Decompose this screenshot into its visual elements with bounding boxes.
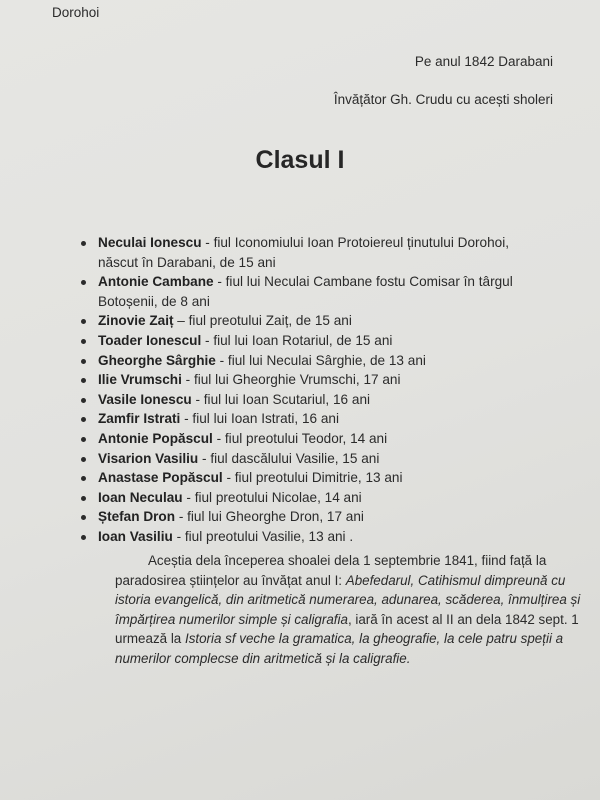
list-item [80,488,513,508]
student-name: Neculai Ionescu [98,235,202,250]
student-description: – fiul preotului Zaiț, de 15 ani [173,313,352,329]
student-description: - fiul lui Gheorghie Vrumschi, 17 ani [181,372,401,388]
paragraph-line [115,629,580,649]
list-item [80,272,513,311]
student-name: Ilie Vrumschi [98,372,182,388]
student-description: - fiul lui Neculai Cambane fostu Comisar în târgul [213,274,513,290]
student-name: Ștefan Dron [98,509,176,525]
student-description: - fiul preotului Vasilie, 13 ani . [172,528,354,544]
list-item [80,390,513,410]
italic-text: împărțirea numerilor simple și caligrafia [115,611,348,627]
paragraph-line [115,551,580,571]
italic-text: numerilor complecse din aritmetică și la caligrafie. [115,650,411,666]
italic-text: istoria evangelică, din aritmetică numerarea, adunarea, scăderea, înmulțirea și [115,592,581,608]
student-name: Antonie Popăscul [98,430,213,446]
italic-text: Abefedarul, Catihismul dimpreună cu [345,572,566,588]
text: , iară în acest al II an dela 1842 sept. 1 [347,611,579,627]
student-list [80,233,513,547]
student-description: - fiul lui Ioan Istrati, 16 ani [180,411,340,427]
student-name: Zamfir Istrati [98,411,181,427]
student-name: Toader Ionescul [98,332,202,348]
student-name: Ioan Vasiliu [98,528,173,544]
student-description: - fiul lui Gheorghe Dron, 17 ani [175,509,364,525]
paragraph-line [115,571,580,591]
student-name: Ioan Neculau [98,489,183,505]
text: paradosirea științelor au învățat anul I: [115,572,346,588]
list-item [80,429,513,449]
header-town: Dorohoi [52,5,100,20]
header-teacher: Învățător Gh. Crudu cu acești sholeri [333,92,553,107]
student-description: - fiul preotului Nicolae, 14 ani [182,489,362,505]
list-item [80,468,513,488]
student-name: Antonie Cambane [98,274,214,290]
document-title: Clasul I [255,146,345,174]
list-item [80,370,513,390]
list-item [80,409,513,429]
list-item [80,527,513,547]
header-year-place: Pe anul 1842 Darabani [414,54,553,69]
student-description: - fiul lui Neculai Sârghie, de 13 ani [215,352,426,368]
student-name: Anastase Popăscul [98,470,223,486]
paragraph-line [115,610,580,630]
student-description: - fiul preotului Dimitrie, 13 ani [222,470,403,486]
paragraph-line [115,649,580,669]
text: Aceștia dela începerea shoalei dela 1 septembrie 1841, fiind față la [148,553,547,568]
student-description: - fiul dascălului Vasilie, 15 ani [198,450,380,466]
list-item [80,449,513,469]
student-description-continued: Botoșenii, de 8 ani [98,293,210,309]
student-description-continued: născut în Darabani, de 15 ani [98,254,276,270]
list-item [80,351,513,371]
list-item [80,507,513,527]
student-description: - fiul preotului Teodor, 14 ani [212,430,388,446]
student-name: Zinovie Zaiț [98,313,174,329]
list-item [80,233,513,272]
paragraph-line [115,590,580,610]
student-name: Visarion Vasiliu [98,450,199,466]
student-name: Vasile Ionescu [98,391,192,407]
student-description: - fiul Iconomiului Ioan Protoiereul ținutului Dorohoi, [201,235,510,250]
student-name: Gheorghe Sârghie [98,352,216,368]
list-item [80,311,513,331]
italic-text: Istoria sf veche la gramatica, la gheografie, la cele patru speții a [184,631,564,647]
list-item [80,331,513,351]
closing-paragraph [115,551,580,669]
student-description: - fiul lui Ioan Rotariul, de 15 ani [201,332,393,348]
student-description: - fiul lui Ioan Scutariul, 16 ani [191,391,371,407]
text: urmează la [115,631,185,647]
